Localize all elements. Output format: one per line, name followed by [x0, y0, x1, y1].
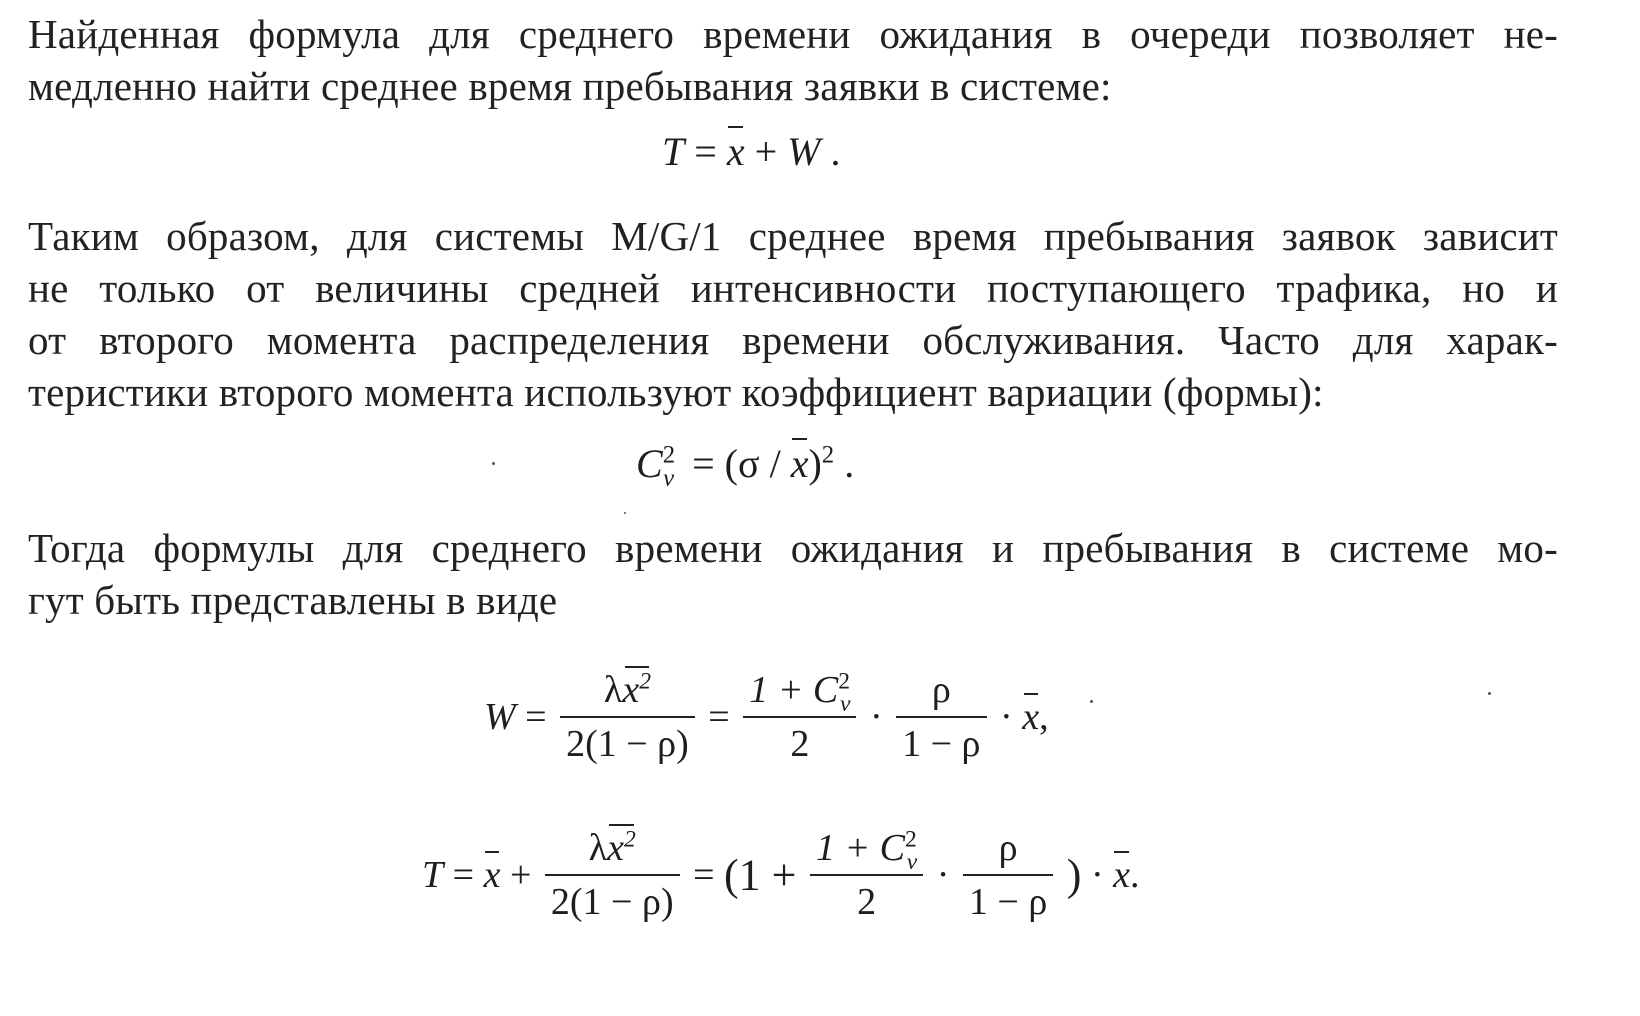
formula-4-x-sup: 2 [624, 826, 636, 853]
formula-sojourn-time [422, 826, 1139, 924]
formula-2-slash: / [769, 441, 781, 486]
formula-3-x: x [622, 669, 640, 711]
scan-speck [1488, 692, 1491, 695]
formula-1-end: . [830, 129, 841, 174]
formula-3-x-sup: 2 [639, 668, 651, 695]
formula-3-eq: = [525, 696, 547, 738]
formula-1-eq: = [694, 129, 717, 174]
formula-4-fraction-2 [810, 826, 923, 924]
formula-3-fraction-3 [896, 668, 986, 766]
formula-2-end: . [844, 441, 855, 486]
scan-speck [492, 462, 495, 465]
formula-3-fraction-2-numerator [743, 668, 856, 718]
formula-4-paren-close: ) [1066, 850, 1082, 900]
paragraph-3-line-2: гут быть представлены в виде [28, 577, 558, 623]
formula-3-dot-2: · [1000, 696, 1013, 738]
formula-3-fraction-2 [743, 668, 856, 766]
formula-2-close: ) [808, 441, 822, 486]
formula-3-mean-x: x [1022, 696, 1040, 738]
formula-3-num2-sup: 2 [838, 668, 851, 695]
paragraph-2 [28, 210, 1558, 418]
formula-4-mean-x-squared [607, 826, 636, 870]
formula-4-lhs: T [422, 854, 444, 896]
formula-2-c-sup: 2 [662, 441, 676, 469]
paragraph-2-line-1: Таким образом, для системы M/G/1 среднее время пребывания заявок зависит [28, 213, 1558, 259]
formula-4-end: . [1129, 854, 1140, 896]
formula-4-dot-2: · [1090, 854, 1104, 896]
formula-4-x: x [607, 827, 624, 869]
formula-4-fraction-1-denominator: 2(1 − ρ) [550, 881, 674, 923]
paragraph-3-line-1: Тогда формулы для среднего времени ожидания и пребывания в системе мо- [28, 525, 1558, 571]
formula-2-c-sub: ν [663, 465, 675, 492]
formula-4-paren-open: (1 + [724, 850, 797, 900]
formula-4-eq2: = [693, 854, 715, 896]
formula-4-fraction-3-denominator: 1 − ρ [968, 881, 1048, 923]
formula-variation-coefficient [636, 440, 855, 492]
paragraph-3 [28, 522, 1558, 626]
formula-1-lhs: T [662, 129, 685, 174]
formula-3-num2: 1 + C [749, 669, 839, 711]
formula-2-mean-x: x [790, 441, 809, 486]
formula-4-fraction-2-denominator: 2 [857, 881, 877, 923]
paragraph-2-line-2: не только от величины средней интенсивности поступающего трафика, но и [28, 265, 1558, 311]
formula-4-num2: 1 + C [816, 827, 905, 869]
formula-4-lambda: λ [588, 827, 608, 869]
paragraph-2-line-3: от второго момента распределения времени обслуживания. Часто для харак- [28, 317, 1558, 363]
formula-4-plus: + [509, 854, 532, 896]
formula-1-w: W [787, 129, 821, 174]
formula-3-eq2: = [708, 696, 730, 738]
formula-4-eq: = [452, 854, 475, 896]
scan-speck [1090, 700, 1093, 703]
formula-2-c: C [636, 441, 663, 486]
formula-4-fraction-1 [545, 826, 680, 924]
formula-3-num2-sub: ν [840, 690, 851, 717]
formula-total-time [662, 128, 840, 175]
formula-4-mean-x-2: x [1113, 854, 1130, 896]
formula-3-lambda: λ [603, 669, 623, 711]
formula-4-fraction-1-numerator [545, 826, 680, 876]
formula-4-dot-1: · [936, 854, 950, 896]
formula-3-fraction-1-denominator: 2(1 − ρ) [566, 723, 689, 765]
formula-3-fraction-3-numerator: ρ [896, 668, 986, 718]
formula-1-plus: + [754, 129, 778, 174]
formula-4-num2-sub: ν [906, 848, 918, 875]
paragraph-1-line-1: Найденная формула для среднего времени ожидания в очереди позволяет не- [28, 11, 1558, 57]
formula-4-mean-x-1: x [483, 854, 501, 896]
formula-3-fraction-1-numerator [560, 668, 695, 718]
formula-1-mean-x: x [726, 129, 745, 174]
formula-4-fraction-2-numerator [810, 826, 923, 876]
formula-3-fraction-1 [560, 668, 695, 766]
formula-3-lhs: W [484, 696, 516, 738]
formula-4-num2-sup: 2 [905, 826, 917, 853]
formula-3-end: , [1039, 696, 1049, 738]
formula-2-pow: 2 [821, 441, 835, 469]
formula-2-open: (σ [724, 441, 760, 486]
formula-waiting-time [484, 668, 1049, 766]
formula-4-fraction-3-numerator: ρ [963, 826, 1053, 876]
paragraph-1-line-2: медленно найти среднее время пребывания заявки в системе: [28, 63, 1112, 109]
formula-3-fraction-3-denominator: 1 − ρ [902, 723, 981, 765]
formula-4-fraction-3 [963, 826, 1053, 924]
formula-3-fraction-2-denominator: 2 [790, 723, 810, 765]
paragraph-1 [28, 8, 1558, 112]
formula-2-eq: = [692, 441, 715, 486]
paragraph-2-line-4: теристики второго момента используют коэффициент вариации (формы): [28, 369, 1324, 415]
formula-3-mean-x-squared [622, 668, 651, 712]
scan-speck [624, 512, 626, 514]
formula-3-dot-1: · [869, 696, 883, 738]
